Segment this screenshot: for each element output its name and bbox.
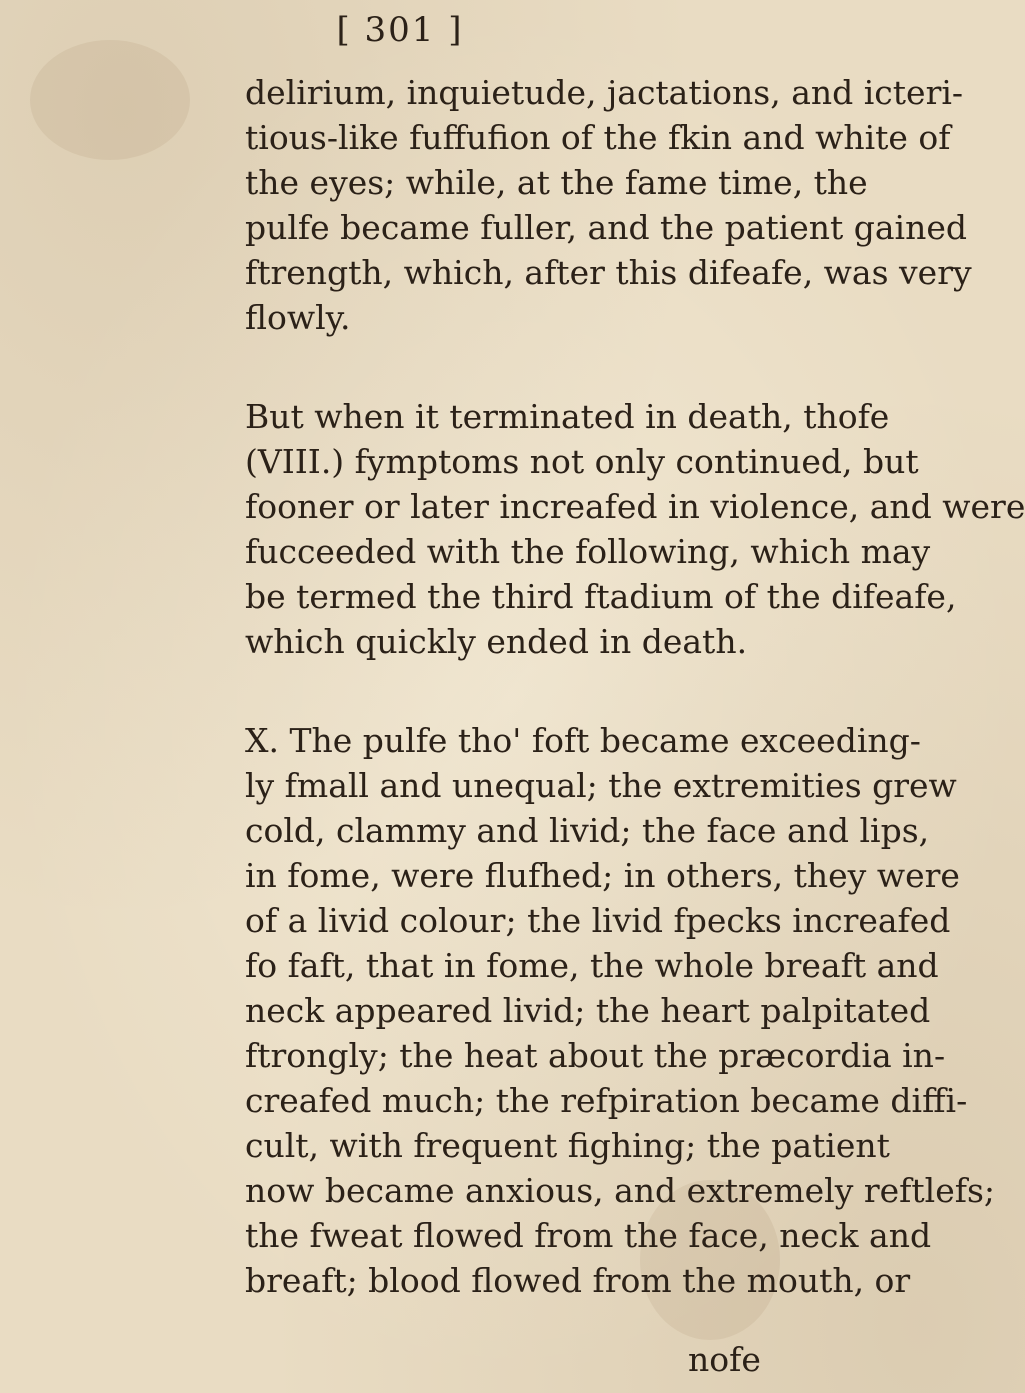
text-line: delirium, inquietude, jactations, and icteri- [245,73,964,112]
text-line: which quickly ended in death. [245,622,748,661]
text-line: But when it terminated in death, thofe [245,397,890,436]
text-line: neck appeared livid; the heart palpitated [245,991,931,1030]
text-line: (VIII.) fymptoms not only continued, but [245,442,919,481]
text-line: ly fmall and unequal; the extremities grew [245,766,957,805]
paragraph-2 [245,394,1025,664]
text-line: tious-like fuffufion of the fkin and white of [245,118,951,157]
text-line: now became anxious, and extremely reftlefs; [245,1171,995,1210]
text-line: cold, clammy and livid; the face and lips, [245,811,930,850]
text-line: fooner or later increafed in violence, and were [245,487,1025,526]
text-line: flowly. [245,298,351,337]
text-line: creafed much; the refpiration became diffi- [245,1081,968,1120]
catchword: nofe [688,1340,761,1379]
text-line: ftrength, which, after this difeafe, was very [245,253,972,292]
page-number: [ 301 ] [336,10,464,50]
body-text [245,70,1025,1303]
text-line: breaft; blood flowed from the mouth, or [245,1261,911,1300]
text-line: be termed the third ftadium of the difeafe, [245,577,957,616]
text-line: in fome, were flufhed; in others, they were [245,856,960,895]
text-line: cult, with frequent fighing; the patient [245,1126,890,1165]
text-line: ftrongly; the heat about the præcordia in- [245,1036,946,1075]
text-line: pulfe became fuller, and the patient gained [245,208,968,247]
text-line: the fweat flowed from the face, neck and [245,1216,932,1255]
text-line: of a livid colour; the livid fpecks increafed [245,901,951,940]
paper-stain [30,40,190,160]
text-line: fo faft, that in fome, the whole breaft and [245,946,939,985]
text-line: fucceeded with the following, which may [245,532,931,571]
text-line: X. The pulfe tho' foft became exceeding- [245,721,921,760]
paragraph-1 [245,70,972,340]
paragraph-3 [245,718,995,1303]
text-line: the eyes; while, at the fame time, the [245,163,868,202]
